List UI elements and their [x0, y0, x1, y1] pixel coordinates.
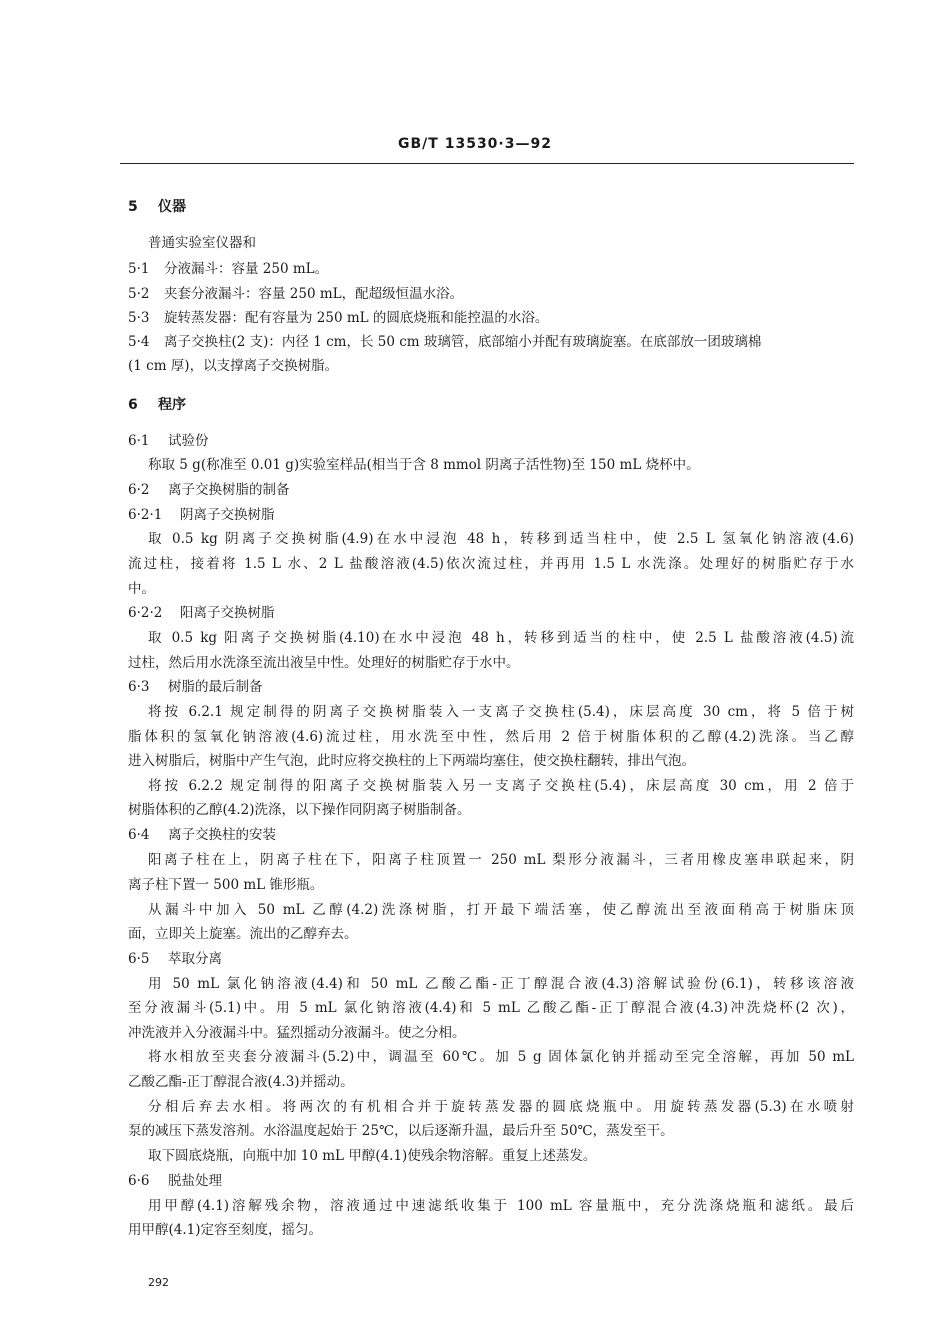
paragraph-line: 阳离子柱在上，阴离子柱在下，阳离子柱顶置一 250 mL 梨形分液漏斗，三者用橡皮塞串联起来，阴 — [148, 852, 854, 868]
paragraph-line: 将按 6.2.1 规定制得的阴离子交换树脂装入一支离子交换柱(5.4)，床层高度 30 cm，将 5 倍于树 — [148, 704, 854, 720]
paragraph-line: 中。 — [128, 581, 155, 597]
section-5-intro: 普通实验室仪器和 — [148, 235, 256, 251]
paragraph-line: 乙酸乙酯-正丁醇混合液(4.3)并摇动。 — [128, 1074, 354, 1090]
paragraph-line: 取 0.5 kg 阳离子交换树脂(4.10)在水中浸泡 48 h，转移到适当的柱中，使 2.5 L 盐酸溶液(4.5)流 — [148, 630, 854, 646]
paragraph-line: 用甲醇(4.1)溶解残余物，溶液通过中速滤纸收集于 100 mL 容量瓶中，充分洗涤烧瓶和滤纸。最后 — [148, 1198, 854, 1214]
section-5-heading: 5 仪器 — [128, 199, 186, 215]
subsection-6-4-heading: 6·4 离子交换柱的安装 — [128, 827, 276, 843]
paragraph-line: 取 0.5 kg 阴离子交换树脂(4.9)在水中浸泡 48 h，转移到适当柱中，使 2.5 L 氢氧化钠溶液(4.6) — [148, 531, 854, 547]
paragraph-line: 脂体积的氢氧化钠溶液(4.6)流过柱，用水洗至中性，然后用 2 倍于树脂体积的乙醇(4.2)洗涤。当乙醇 — [128, 729, 854, 745]
paragraph-line: 离子柱下置一 500 mL 锥形瓶。 — [128, 877, 324, 893]
subsection-6-2-heading: 6·2 离子交换树脂的制备 — [128, 482, 290, 498]
subsection-6-2-2-heading: 6·2·2 阳离子交换树脂 — [128, 605, 275, 621]
paragraph-line: 泵的减压下蒸发溶剂。水浴温度起始于 25℃，以后逐渐升温，最后升至 50℃，蒸发至干。 — [128, 1123, 674, 1139]
paragraph-line: 冲洗液并入分液漏斗中。猛烈摇动分液漏斗。使之分相。 — [128, 1025, 466, 1041]
subsection-6-6-heading: 6·6 脱盐处理 — [128, 1173, 222, 1189]
subsection-6-2-1-heading: 6·2·1 阴离子交换树脂 — [128, 507, 275, 523]
item-5-4: 5·4 离子交换柱(2 支)：内径 1 cm，长 50 cm 玻璃管，底部缩小并配有玻璃旋塞。在底部放一团玻璃棉 — [128, 334, 762, 350]
paragraph-line: 树脂体积的乙醇(4.2)洗涤，以下操作同阴离子树脂制备。 — [128, 802, 471, 818]
subsection-6-1-heading: 6·1 试验份 — [128, 433, 209, 449]
paragraph-line: 将按 6.2.2 规定制得的阳离子交换树脂装入另一支离子交换柱(5.4)，床层高度 30 cm，用 2 倍于 — [148, 778, 854, 794]
item-5-2: 5·2 夹套分液漏斗：容量 250 mL，配超级恒温水浴。 — [128, 286, 464, 302]
paragraph-line: 用甲醇(4.1)定容至刻度，摇匀。 — [128, 1222, 323, 1238]
paragraph-line: 过柱，然后用水洗涤至流出液呈中性。处理好的树脂贮存于水中。 — [128, 655, 520, 671]
subsection-6-5-heading: 6·5 萃取分离 — [128, 951, 222, 967]
item-5-3: 5·3 旋转蒸发器：配有容量为 250 mL 的圆底烧瓶和能控温的水浴。 — [128, 310, 549, 326]
item-5-4-cont: (1 cm 厚)，以支撑离子交换树脂。 — [128, 358, 339, 374]
paragraph-line: 面，立即关上旋塞。流出的乙醇弃去。 — [128, 926, 358, 942]
subsection-6-3-heading: 6·3 树脂的最后制备 — [128, 679, 263, 695]
paragraph-line: 至分液漏斗(5.1)中。用 5 mL 氯化钠溶液(4.4)和 5 mL 乙酸乙酯-正丁醇混合液(4.3)冲洗烧杯(2 次)， — [128, 1000, 854, 1016]
section-6-heading: 6 程序 — [128, 397, 186, 413]
paragraph-line: 用 50 mL 氯化钠溶液(4.4)和 50 mL 乙酸乙酯-正丁醇混合液(4.3)溶解试验份(6.1)，转移该溶液 — [148, 976, 854, 992]
paragraph-line: 取下圆底烧瓶，向瓶中加 10 mL 甲醇(4.1)使残余物溶解。重复上述蒸发。 — [148, 1148, 597, 1164]
page-number: 292 — [148, 1276, 169, 1289]
subsection-6-1-body: 称取 5 g(称准至 0.01 g)实验室样品(相当于含 8 mmol 阴离子活性物)至 150 mL 烧杯中。 — [148, 457, 700, 473]
header-rule — [120, 163, 854, 164]
paragraph-line: 进入树脂后，树脂中产生气泡，此时应将交换柱的上下两端均塞住，使交换柱翻转，排出气泡。 — [128, 753, 695, 769]
paragraph-line: 流过柱，接着将 1.5 L 水、2 L 盐酸溶液(4.5)依次流过柱，并再用 1.5 L 水洗涤。处理好的树脂贮存于水 — [128, 556, 854, 572]
paragraph-line: 将水相放至夹套分液漏斗(5.2)中，调温至 60℃。加 5 g 固体氯化钠并摇动至完全溶解，再加 50 mL — [148, 1049, 854, 1065]
paragraph-line: 从漏斗中加入 50 mL 乙醇(4.2)洗涤树脂，打开最下端活塞，使乙醇流出至液面稍高于树脂床顶 — [148, 902, 854, 918]
paragraph-line: 分相后弃去水相。将两次的有机相合并于旋转蒸发器的圆底烧瓶中。用旋转蒸发器(5.3)在水喷射 — [148, 1099, 854, 1115]
standard-number-header: GB/T 13530·3—92 — [398, 136, 552, 152]
item-5-1: 5·1 分液漏斗：容量 250 mL。 — [128, 261, 329, 277]
